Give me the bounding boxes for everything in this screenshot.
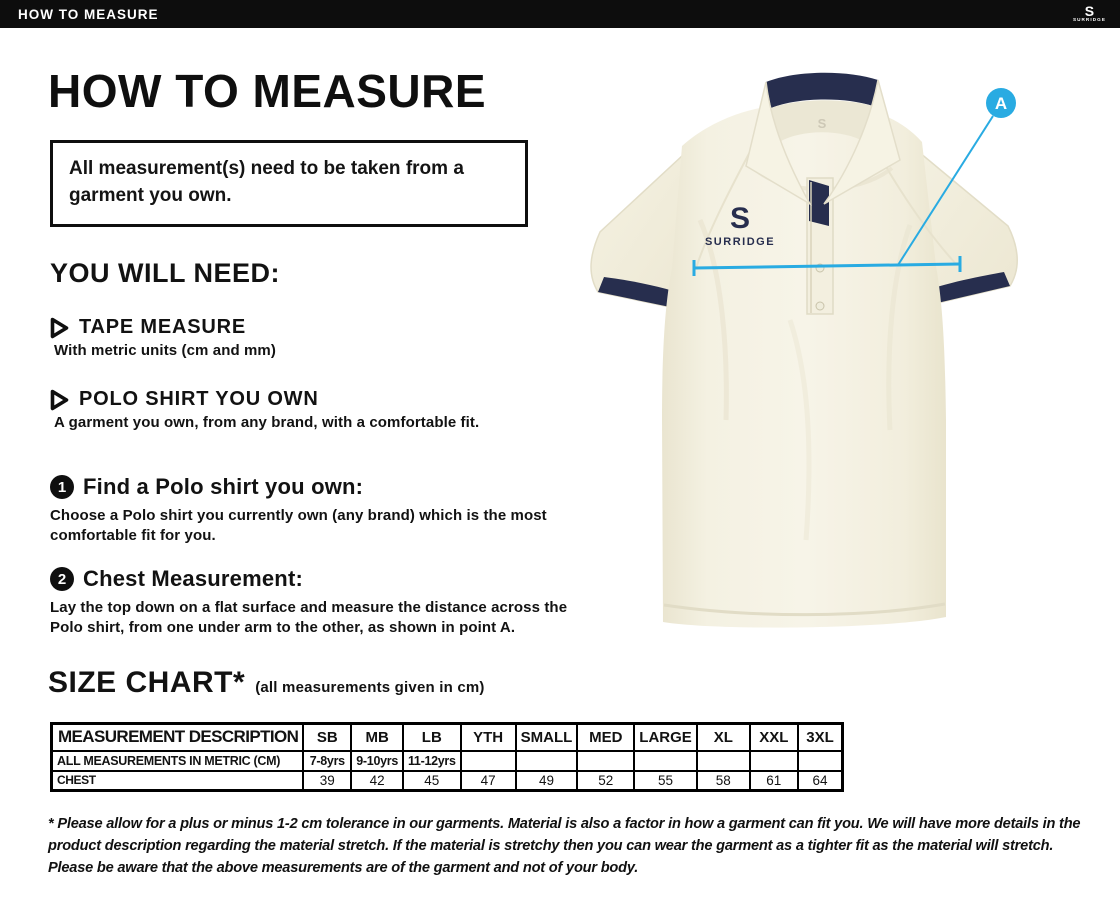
cell: 58	[697, 771, 750, 791]
surridge-s-icon: S	[1084, 3, 1095, 20]
cell: 7-8yrs	[303, 751, 351, 771]
column-header: 3XL	[798, 724, 843, 751]
step-description: Choose a Polo shirt you currently own (any brand) which is the most comfortable fit for you.	[50, 507, 547, 544]
step-1	[50, 474, 590, 546]
need-item-description: With metric units (cm and mm)	[54, 342, 276, 359]
size-chart-title: SIZE CHART*	[48, 666, 246, 699]
cell: 11-12yrs	[403, 751, 461, 771]
cell: 42	[351, 771, 403, 791]
cell: 49	[516, 771, 578, 791]
step-number-badge: 1	[50, 475, 74, 499]
cell	[697, 751, 750, 771]
size-chart-header	[48, 666, 485, 700]
cell	[461, 751, 516, 771]
shirt-body	[662, 104, 946, 628]
size-chart-table	[50, 722, 844, 792]
cell	[577, 751, 634, 771]
column-header: SMALL	[516, 724, 578, 751]
cell	[516, 751, 578, 771]
need-item-polo-shirt	[50, 388, 479, 431]
size-chart-subtitle: (all measurements given in cm)	[255, 679, 485, 696]
row-label: ALL MEASUREMENTS IN METRIC (CM)	[52, 751, 304, 771]
table-row-metric	[52, 751, 843, 771]
cell: 47	[461, 771, 516, 791]
column-header: SB	[303, 724, 351, 751]
column-header: XXL	[750, 724, 798, 751]
footnote-text: * Please allow for a plus or minus 1-2 cm tolerance in our garments. Material is also a factor in how a garment can fit you. We will have more details in the product description regarding the material stretch. If the material is stretchy then you can wear the garment as a tighter fit as the material will stretch. Please be aware that the above measurements are of the garment and not of your body.	[48, 816, 1081, 876]
you-will-need-heading: YOU WILL NEED:	[50, 258, 281, 288]
cell	[634, 751, 697, 771]
cell: 39	[303, 771, 351, 791]
table-header-row	[52, 724, 843, 751]
need-item-description: A garment you own, from any brand, with a comfortable fit.	[54, 414, 480, 431]
need-item-tape-measure	[50, 316, 276, 359]
column-header: LARGE	[634, 724, 697, 751]
notice-text: All measurement(s) need to be taken from a garment you own.	[69, 158, 464, 206]
play-triangle-icon	[50, 389, 69, 411]
column-header: YTH	[461, 724, 516, 751]
table-row-chest	[52, 771, 843, 791]
polo-shirt-illustration	[560, 17, 1120, 670]
shirt-brand-text: SURRIDGE	[704, 236, 776, 248]
cell: 55	[634, 771, 697, 791]
column-header: MED	[577, 724, 634, 751]
step-description: Lay the top down on a flat surface and measure the distance across the Polo shirt, from one under arm to the other, as shown in point A.	[50, 599, 568, 636]
cell: 9-10yrs	[351, 751, 403, 771]
surridge-s-icon: S	[729, 202, 751, 235]
column-header: MEASUREMENT DESCRIPTION	[52, 724, 304, 751]
column-header: LB	[403, 724, 461, 751]
page-title: HOW TO MEASURE	[48, 65, 487, 117]
step-title: Find a Polo shirt you own:	[83, 474, 364, 499]
header-brand-text: SURRIDGE	[1072, 17, 1106, 23]
polo-shirt-image	[560, 17, 1120, 670]
step-title: Chest Measurement:	[83, 566, 303, 591]
need-item-title: POLO SHIRT YOU OWN	[79, 388, 319, 410]
cell: 64	[798, 771, 843, 791]
cell: 52	[577, 771, 634, 791]
column-header: MB	[351, 724, 403, 751]
step-number-badge: 2	[50, 567, 74, 591]
inner-neck-logo-icon: S	[817, 116, 827, 131]
row-label: CHEST	[52, 771, 304, 791]
step-2	[50, 566, 590, 638]
header-title: HOW TO MEASURE	[18, 6, 159, 22]
cell: 61	[750, 771, 798, 791]
play-triangle-icon	[50, 317, 69, 339]
cell	[798, 751, 843, 771]
column-header: XL	[697, 724, 750, 751]
cell	[750, 751, 798, 771]
cell: 45	[403, 771, 461, 791]
need-item-title: TAPE MEASURE	[79, 316, 247, 338]
notice-box	[50, 140, 528, 227]
button	[816, 302, 824, 310]
marker-a-label: A	[994, 94, 1008, 113]
